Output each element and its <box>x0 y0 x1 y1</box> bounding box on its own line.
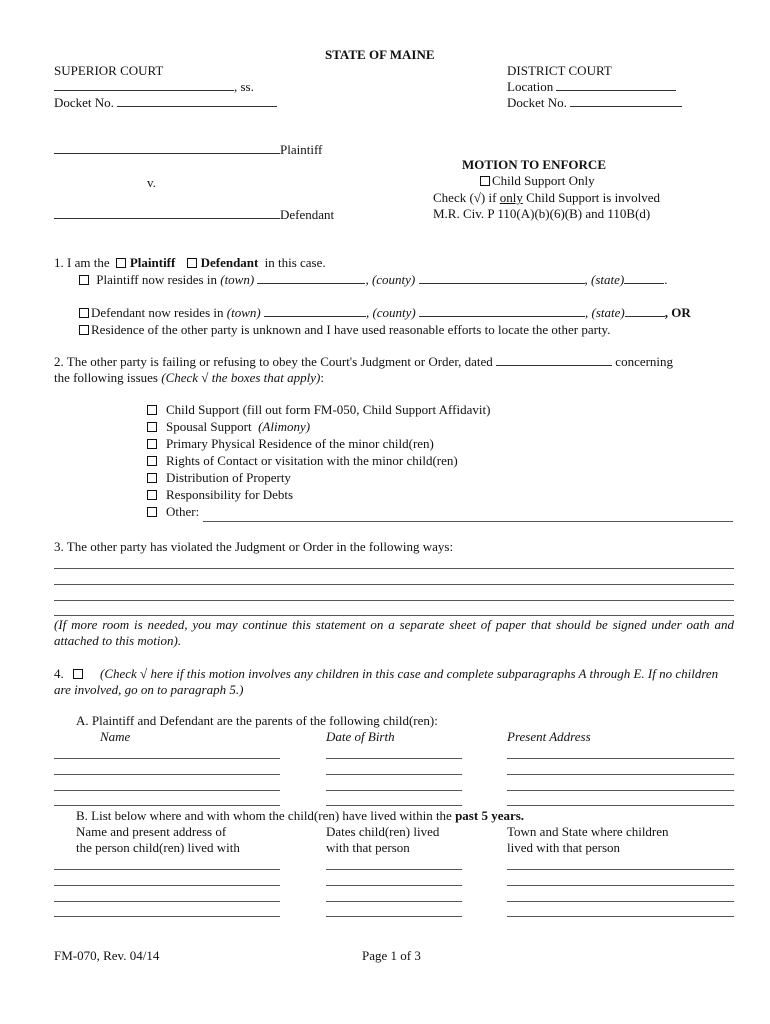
residence-unknown-line: Residence of the other party is unknown and I have used reasonable efforts to locate the other party. <box>79 322 610 338</box>
b-col3-line1: Town and State where children <box>507 824 669 839</box>
district-court-label: DISTRICT COURT <box>507 63 612 78</box>
check-instruction: Check (√) if only Child Support is involved <box>433 190 661 205</box>
issue-checkbox[interactable] <box>147 405 157 415</box>
location-field[interactable] <box>556 79 676 91</box>
b-col1-line1: Name and present address of <box>76 824 227 839</box>
plaintiff-resides-checkbox[interactable] <box>79 275 89 285</box>
issue-item: Other: <box>147 504 737 521</box>
paragraph-2-line-2: the following issues (Check √ the boxes that apply): <box>54 370 324 385</box>
issue-item: Child Support (fill out form FM-050, Child Support Affidavit) <box>147 402 737 419</box>
child-name-line[interactable] <box>54 805 280 806</box>
child-support-only-option: Child Support Only <box>480 173 595 189</box>
defendant-state-field[interactable] <box>625 305 665 317</box>
paragraph-4-text: (Check √ here if this motion involves any children in this case and complete subparagraphs A through E. If no children are involved, go on to paragraph 5.) <box>54 666 719 697</box>
col-address-header: Present Address <box>507 729 591 744</box>
plaintiff-name-field[interactable] <box>54 142 280 154</box>
plaintiff-town-field[interactable] <box>257 272 365 284</box>
child-name-line[interactable] <box>54 774 280 775</box>
child-address-line[interactable] <box>507 774 734 775</box>
violation-line[interactable] <box>54 568 734 569</box>
state-title: STATE OF MAINE <box>325 47 435 62</box>
child-name-line[interactable] <box>54 790 280 791</box>
residence-town-line[interactable] <box>507 901 734 902</box>
subparagraph-b-text: B. List below where and with whom the child(ren) have lived within the past 5 years. <box>76 808 525 823</box>
residence-town-line[interactable] <box>507 869 734 870</box>
residence-person-line[interactable] <box>54 869 280 870</box>
col-name-header: Name <box>100 729 131 744</box>
order-date-field[interactable] <box>496 354 612 366</box>
child-dob-line[interactable] <box>326 774 462 775</box>
defendant-town-field[interactable] <box>264 305 366 317</box>
issue-item: Primary Physical Residence of the minor child(ren) <box>147 436 737 453</box>
page-number: Page 1 of 3 <box>362 948 421 963</box>
docket-field-right[interactable] <box>570 95 682 107</box>
child-support-only-checkbox[interactable] <box>480 176 490 186</box>
defendant-resides-checkbox[interactable] <box>79 308 89 318</box>
child-address-line[interactable] <box>507 805 734 806</box>
violation-line[interactable] <box>54 600 734 601</box>
paragraph-3-text: 3. The other party has violated the Judgment or Order in the following ways: <box>54 539 454 554</box>
plaintiff-resides-line: Plaintiff now resides in (town) , (county) , (state) . <box>79 272 667 288</box>
docket-line-left: Docket No. <box>54 95 277 111</box>
issues-list <box>147 402 737 521</box>
issue-checkbox[interactable] <box>147 473 157 483</box>
county-field[interactable] <box>54 79 234 91</box>
docket-field-left[interactable] <box>117 95 277 107</box>
child-name-line[interactable] <box>54 758 280 759</box>
issue-checkbox[interactable] <box>147 439 157 449</box>
issue-checkbox[interactable] <box>147 422 157 432</box>
residence-person-line[interactable] <box>54 916 280 917</box>
residence-unknown-checkbox[interactable] <box>79 325 89 335</box>
paragraph-1-line: 1. I am the Plaintiff Defendant in this case. <box>54 255 326 270</box>
residence-town-line[interactable] <box>507 916 734 917</box>
b-col3-line2: lived with that person <box>507 840 621 855</box>
subparagraph-a-text: A. Plaintiff and Defendant are the parents of the following child(ren): <box>76 713 438 728</box>
issue-item: Distribution of Property <box>147 470 737 487</box>
residence-person-line[interactable] <box>54 901 280 902</box>
b-col1-line2: the person child(ren) lived with <box>76 840 240 855</box>
county-line: , ss. <box>54 79 254 95</box>
issue-checkbox[interactable] <box>147 456 157 466</box>
plaintiff-county-field[interactable] <box>419 272 585 284</box>
child-address-line[interactable] <box>507 758 734 759</box>
versus-label: v. <box>147 175 156 190</box>
docket-line-right: Docket No. <box>507 95 682 111</box>
superior-court-label: SUPERIOR COURT <box>54 63 164 78</box>
issue-item: Spousal Support (Alimony) <box>147 419 737 436</box>
residence-person-line[interactable] <box>54 885 280 886</box>
location-line: Location <box>507 79 676 95</box>
plaintiff-line: Plaintiff <box>54 142 322 158</box>
defendant-checkbox[interactable] <box>187 258 197 268</box>
col-dob-header: Date of Birth <box>326 729 395 744</box>
issue-item: Rights of Contact or visitation with the minor child(ren) <box>147 453 737 470</box>
child-address-line[interactable] <box>507 790 734 791</box>
defendant-name-field[interactable] <box>54 207 280 219</box>
child-dob-line[interactable] <box>326 805 462 806</box>
form-number: FM-070, Rev. 04/14 <box>54 948 160 963</box>
more-room-note: (If more room is needed, you may continue this statement on a separate sheet of paper that should be signed under oath and attached to this motion). <box>54 617 734 648</box>
plaintiff-state-field[interactable] <box>624 272 664 284</box>
issue-checkbox[interactable] <box>147 507 157 517</box>
rule-citation: M.R. Civ. P 110(A)(b)(6)(B) and 110B(d) <box>433 206 651 221</box>
defendant-resides-line: Defendant now resides in (town) , (county) , (state) , OR <box>79 305 691 321</box>
child-dob-line[interactable] <box>326 758 462 759</box>
paragraph-4-number: 4. <box>54 666 87 682</box>
plaintiff-checkbox[interactable] <box>116 258 126 268</box>
issue-item: Responsibility for Debts <box>147 487 737 504</box>
b-col2-line1: Dates child(ren) lived <box>326 824 440 839</box>
defendant-line: Defendant <box>54 207 334 223</box>
child-dob-line[interactable] <box>326 790 462 791</box>
issue-checkbox[interactable] <box>147 490 157 500</box>
violation-line[interactable] <box>54 615 734 616</box>
b-col2-line2: with that person <box>326 840 410 855</box>
motion-title: MOTION TO ENFORCE <box>462 157 606 172</box>
other-issue-line[interactable] <box>203 521 733 522</box>
residence-dates-line[interactable] <box>326 916 462 917</box>
residence-dates-line[interactable] <box>326 885 462 886</box>
defendant-county-field[interactable] <box>419 305 585 317</box>
residence-town-line[interactable] <box>507 885 734 886</box>
paragraph-2-line-1: 2. The other party is failing or refusing to obey the Court's Judgment or Order, dated concerning <box>54 354 674 369</box>
residence-dates-line[interactable] <box>326 901 462 902</box>
residence-dates-line[interactable] <box>326 869 462 870</box>
violation-line[interactable] <box>54 584 734 585</box>
